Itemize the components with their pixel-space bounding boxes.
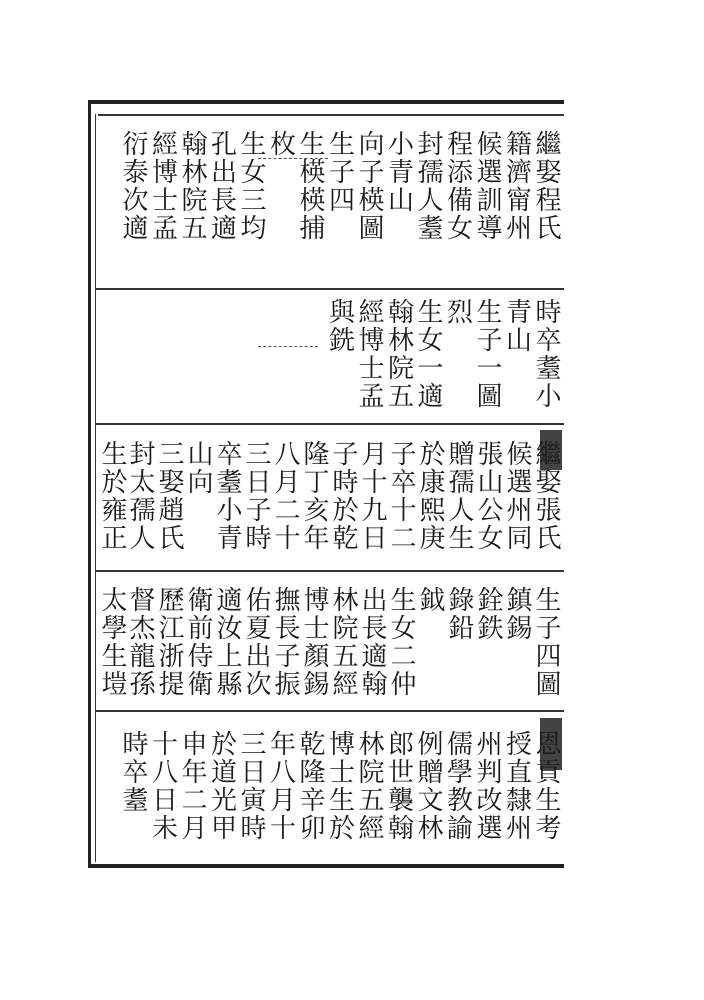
text-column: 生子四 [324, 130, 355, 214]
text-column: 林院五經 [354, 730, 384, 842]
text-column: 撫長子振 [270, 586, 300, 698]
band-4 [98, 586, 564, 710]
text-column: 候選州同 [502, 440, 532, 552]
text-column: 鎮錫 [502, 586, 532, 642]
band-2 [98, 298, 564, 423]
text-column: 錄鉛 [444, 586, 474, 642]
text-column: 督杰龍孫 [125, 586, 155, 698]
text-column: 於康熙庚 [415, 440, 445, 552]
text-column: 繼娶張氏 [531, 440, 561, 552]
text-column: 儒學教諭 [442, 730, 473, 842]
text-column: 子卒十二 [386, 440, 416, 552]
text-column: 生子一圖 [472, 298, 502, 410]
text-column: 生於雍正 [97, 440, 127, 552]
text-column: 封太孺人 [125, 440, 155, 552]
text-column: 卒耋小青 [212, 440, 242, 552]
text-column: 封孺人耋 [413, 130, 443, 242]
text-column: 博士生於 [324, 730, 355, 842]
text-column: 八月二十 [270, 440, 300, 552]
text-column: 例贈文林 [413, 730, 443, 842]
text-column: 太學生塏 [97, 586, 127, 698]
text-column: 翰林院五 [177, 130, 207, 242]
band-1 [98, 130, 564, 290]
text-column: 生女一適 [413, 298, 443, 410]
text-column: 孔出長適 [206, 130, 237, 242]
text-column: 年八月十 [265, 730, 296, 842]
text-column: 適汝上縣 [212, 586, 242, 698]
band-divider [96, 570, 564, 572]
text-column: 隆丁亥年 [299, 440, 329, 552]
text-column: 出長適翰 [357, 586, 387, 698]
text-column: 繼娶程氏 [531, 130, 561, 242]
text-column: 生女三均 [236, 130, 266, 242]
text-column: 三日寅時 [236, 730, 266, 842]
text-column: 子時於乾 [328, 440, 358, 552]
text-column: 籍濟甯州 [501, 130, 532, 242]
text-column: 三日子時 [241, 440, 271, 552]
inner-rule-top [98, 114, 564, 116]
text-column: 於道光甲 [206, 730, 237, 842]
text-column: 銓鉄 [473, 586, 503, 642]
text-column: 衍泰次適 [118, 130, 148, 242]
text-column: 烈 [442, 298, 473, 326]
text-column: 經博士孟 [354, 298, 384, 410]
text-column: 生子四圖 [531, 586, 561, 698]
inner-rule-left [95, 114, 96, 862]
text-column: 恩貢生考 [531, 730, 561, 842]
text-column: 程添備女 [442, 130, 473, 242]
text-column: 向子楧圖 [354, 130, 384, 242]
text-column: 衛前侍衛 [183, 586, 213, 698]
text-column: 山向 [183, 440, 213, 496]
text-column: 生女二仲 [386, 586, 416, 698]
band-divider [96, 423, 564, 425]
text-column: 生楧楧捕 [295, 130, 325, 242]
text-column: 枚 [265, 130, 296, 158]
text-column: 時卒耋 [118, 730, 148, 814]
text-column: 小青山 [383, 130, 414, 214]
band-5 [98, 730, 564, 860]
text-column: 授直隸州 [501, 730, 532, 842]
band-divider [96, 710, 564, 712]
text-column: 乾隆辛卯 [295, 730, 325, 842]
text-column: 張山公女 [473, 440, 503, 552]
text-column: 林院五經 [328, 586, 358, 698]
text-column: 青山 [501, 298, 532, 354]
text-column: 月十九日 [357, 440, 387, 552]
text-column: 博士顏錫 [299, 586, 329, 698]
text-column: 候選訓導 [472, 130, 502, 242]
text-column: 鉞 [415, 586, 445, 614]
text-column: 翰林院五 [383, 298, 414, 410]
band-3 [98, 440, 564, 570]
text-column: 郎世襲翰 [383, 730, 414, 842]
text-column: 十八日未 [147, 730, 178, 842]
text-column: 贈孺人生 [444, 440, 474, 552]
text-column: 州判改選 [472, 730, 502, 842]
text-column: 申年二月 [177, 730, 207, 842]
text-column: 經博士孟 [147, 130, 178, 242]
text-column: 與銑 [324, 298, 355, 354]
text-column: 歷江浙提 [154, 586, 184, 698]
text-column: 三娶趙氏 [154, 440, 184, 552]
text-column: 時卒耋小 [531, 298, 561, 410]
text-column: 佑夏出次 [241, 586, 271, 698]
